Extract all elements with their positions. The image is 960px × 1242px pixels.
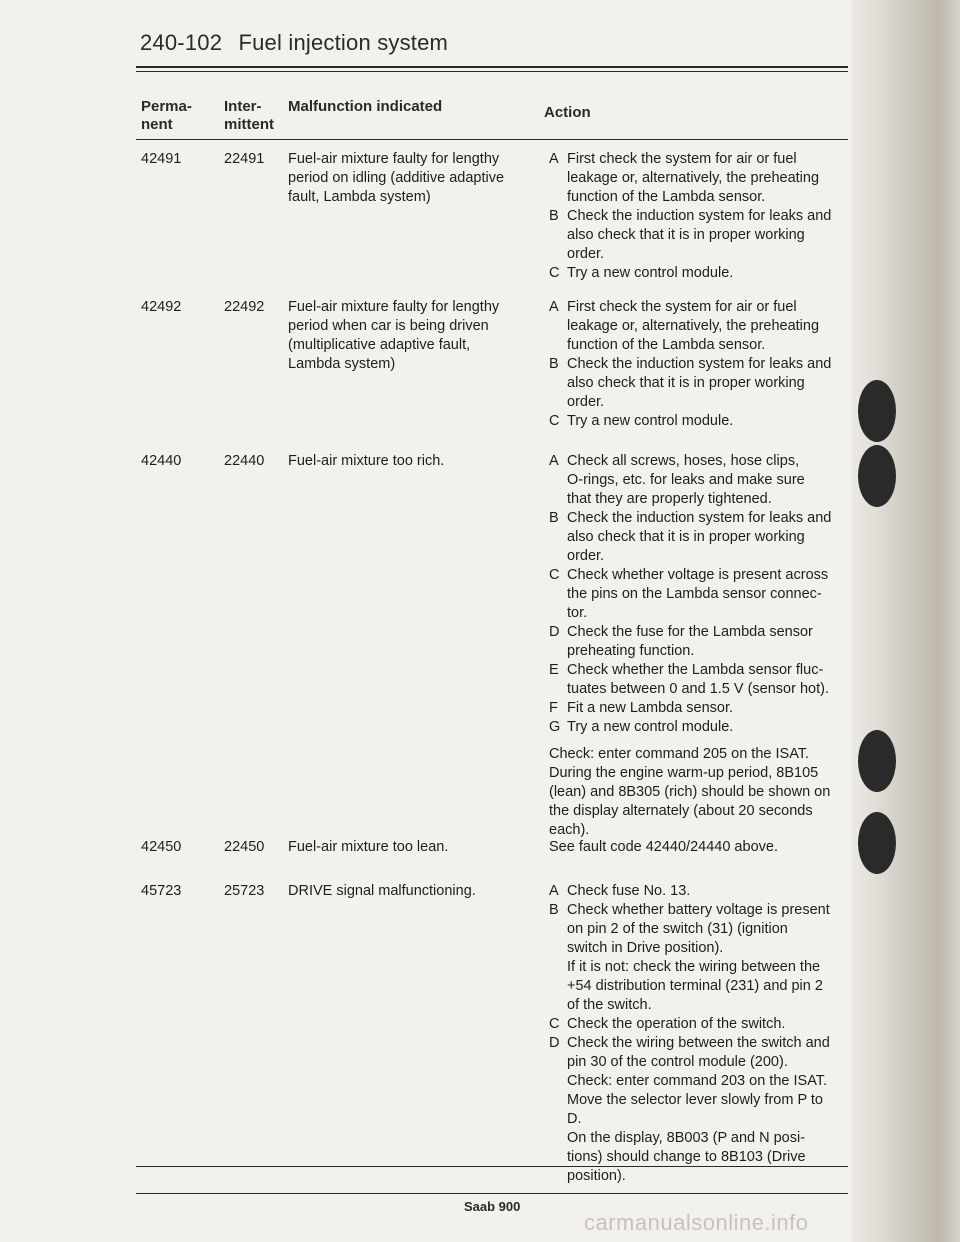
malfunction-description: Fuel-air mixture too rich. bbox=[288, 453, 445, 469]
step-letter: B bbox=[549, 356, 559, 372]
column-header-permanent: Perma- nent bbox=[141, 98, 192, 133]
header-rule bbox=[136, 66, 848, 68]
intermittent-code: 25723 bbox=[224, 883, 265, 899]
page-title: Fuel injection system bbox=[238, 30, 449, 55]
action-step: D Check the fuse for the Lambda sensor preheating function. bbox=[549, 624, 813, 659]
step-letter: A bbox=[549, 299, 559, 315]
header-rule-thin bbox=[136, 71, 848, 72]
step-letter: A bbox=[549, 453, 559, 469]
action-step: F Fit a new Lambda sensor. bbox=[549, 700, 734, 716]
footer-rule bbox=[136, 1193, 848, 1194]
action-step: C Try a new control module. bbox=[549, 265, 734, 281]
step-letter: C bbox=[549, 265, 560, 281]
page-header bbox=[140, 30, 448, 56]
action-step: A First check the system for air or fuel leakage or, alternatively, the preheating function of the Lambda sensor. bbox=[549, 299, 820, 353]
column-header-intermittent: Inter- mittent bbox=[224, 98, 274, 133]
action-step: B Check the induction system for leaks and also check that it is in proper working order. bbox=[549, 356, 832, 410]
action-step: C Check whether voltage is present across the pins on the Lambda sensor connec- tor. bbox=[549, 567, 829, 621]
watermark: carmanualsonline.info bbox=[584, 1210, 809, 1235]
action-step: A Check all screws, hoses, hose clips, O-rings, etc. for leaks and make sure that they are properly tightened. bbox=[549, 453, 805, 507]
page-binding-edge bbox=[852, 0, 960, 1242]
table-bottom-rule bbox=[136, 1166, 848, 1167]
footer-brand: Saab 900 bbox=[464, 1199, 521, 1214]
action-step: D Check the wiring between the switch and pin 30 of the control module (200). Check: enter command 203 on the ISAT. Move the selector lever slowly from P to D. On the display, 8B003 (P and N posi- tions) should change to 8B103 (Drive position). bbox=[549, 1035, 830, 1184]
action-step: B Check the induction system for leaks and also check that it is in proper working order. bbox=[549, 208, 832, 262]
action-note: Check: enter command 205 on the ISAT. During the engine warm-up period, 8B105 (lean) and 8B305 (rich) should be shown on the display alternately (about 20 seconds each). bbox=[549, 746, 831, 838]
action-steps bbox=[549, 298, 849, 431]
step-letter: G bbox=[549, 719, 561, 735]
step-letter: C bbox=[549, 413, 560, 429]
step-letter: E bbox=[549, 662, 559, 678]
step-letter: F bbox=[549, 700, 558, 716]
permanent-code: 45723 bbox=[141, 883, 182, 899]
page-number: 240-102 bbox=[140, 30, 223, 55]
action-steps bbox=[549, 882, 849, 1186]
binding-hole bbox=[858, 730, 896, 792]
action-steps bbox=[549, 838, 849, 857]
action-note: See fault code 42440/24440 above. bbox=[549, 839, 778, 855]
intermittent-code: 22440 bbox=[224, 453, 265, 469]
step-letter: D bbox=[549, 624, 560, 640]
step-letter: C bbox=[549, 567, 560, 583]
action-steps bbox=[549, 150, 849, 283]
action-step: G Try a new control module. bbox=[549, 719, 734, 735]
malfunction-description: Fuel-air mixture too lean. bbox=[288, 839, 449, 855]
malfunction-description: Fuel-air mixture faulty for lengthy period when car is being driven (multiplicative adaptive fault, Lambda system) bbox=[288, 299, 500, 372]
column-header-malfunction: Malfunction indicated bbox=[288, 98, 443, 115]
action-step: B Check the induction system for leaks and also check that it is in proper working order. bbox=[549, 510, 832, 564]
column-header-action: Action bbox=[544, 104, 591, 121]
permanent-code: 42440 bbox=[141, 453, 182, 469]
column-header-rule bbox=[136, 139, 848, 140]
action-step: C Check the operation of the switch. bbox=[549, 1016, 786, 1032]
step-letter: C bbox=[549, 1016, 560, 1032]
action-steps bbox=[549, 452, 849, 840]
step-letter: A bbox=[549, 883, 559, 899]
permanent-code: 42492 bbox=[141, 299, 182, 315]
binding-hole bbox=[858, 445, 896, 507]
malfunction-description: DRIVE signal malfunctioning. bbox=[288, 883, 476, 899]
step-letter: B bbox=[549, 510, 559, 526]
step-letter: B bbox=[549, 902, 559, 918]
intermittent-code: 22450 bbox=[224, 839, 265, 855]
binding-hole bbox=[858, 812, 896, 874]
step-letter: D bbox=[549, 1035, 560, 1051]
intermittent-code: 22491 bbox=[224, 151, 265, 167]
binding-hole bbox=[858, 380, 896, 442]
step-letter: B bbox=[549, 208, 559, 224]
permanent-code: 42450 bbox=[141, 839, 182, 855]
action-step: E Check whether the Lambda sensor fluc- tuates between 0 and 1.5 V (sensor hot). bbox=[549, 662, 829, 697]
permanent-code: 42491 bbox=[141, 151, 182, 167]
action-step: C Try a new control module. bbox=[549, 413, 734, 429]
step-letter: A bbox=[549, 151, 559, 167]
action-step: A Check fuse No. 13. bbox=[549, 883, 691, 899]
malfunction-description: Fuel-air mixture faulty for lengthy period on idling (additive adaptive fault, Lambda system) bbox=[288, 151, 505, 205]
intermittent-code: 22492 bbox=[224, 299, 265, 315]
action-step: B Check whether battery voltage is present on pin 2 of the switch (31) (ignition switch in Drive position). If it is not: check the wiring between the +54 distribution terminal (231) and pin 2 of the switch. bbox=[549, 902, 830, 1013]
action-step: A First check the system for air or fuel leakage or, alternatively, the preheating function of the Lambda sensor. bbox=[549, 151, 820, 205]
